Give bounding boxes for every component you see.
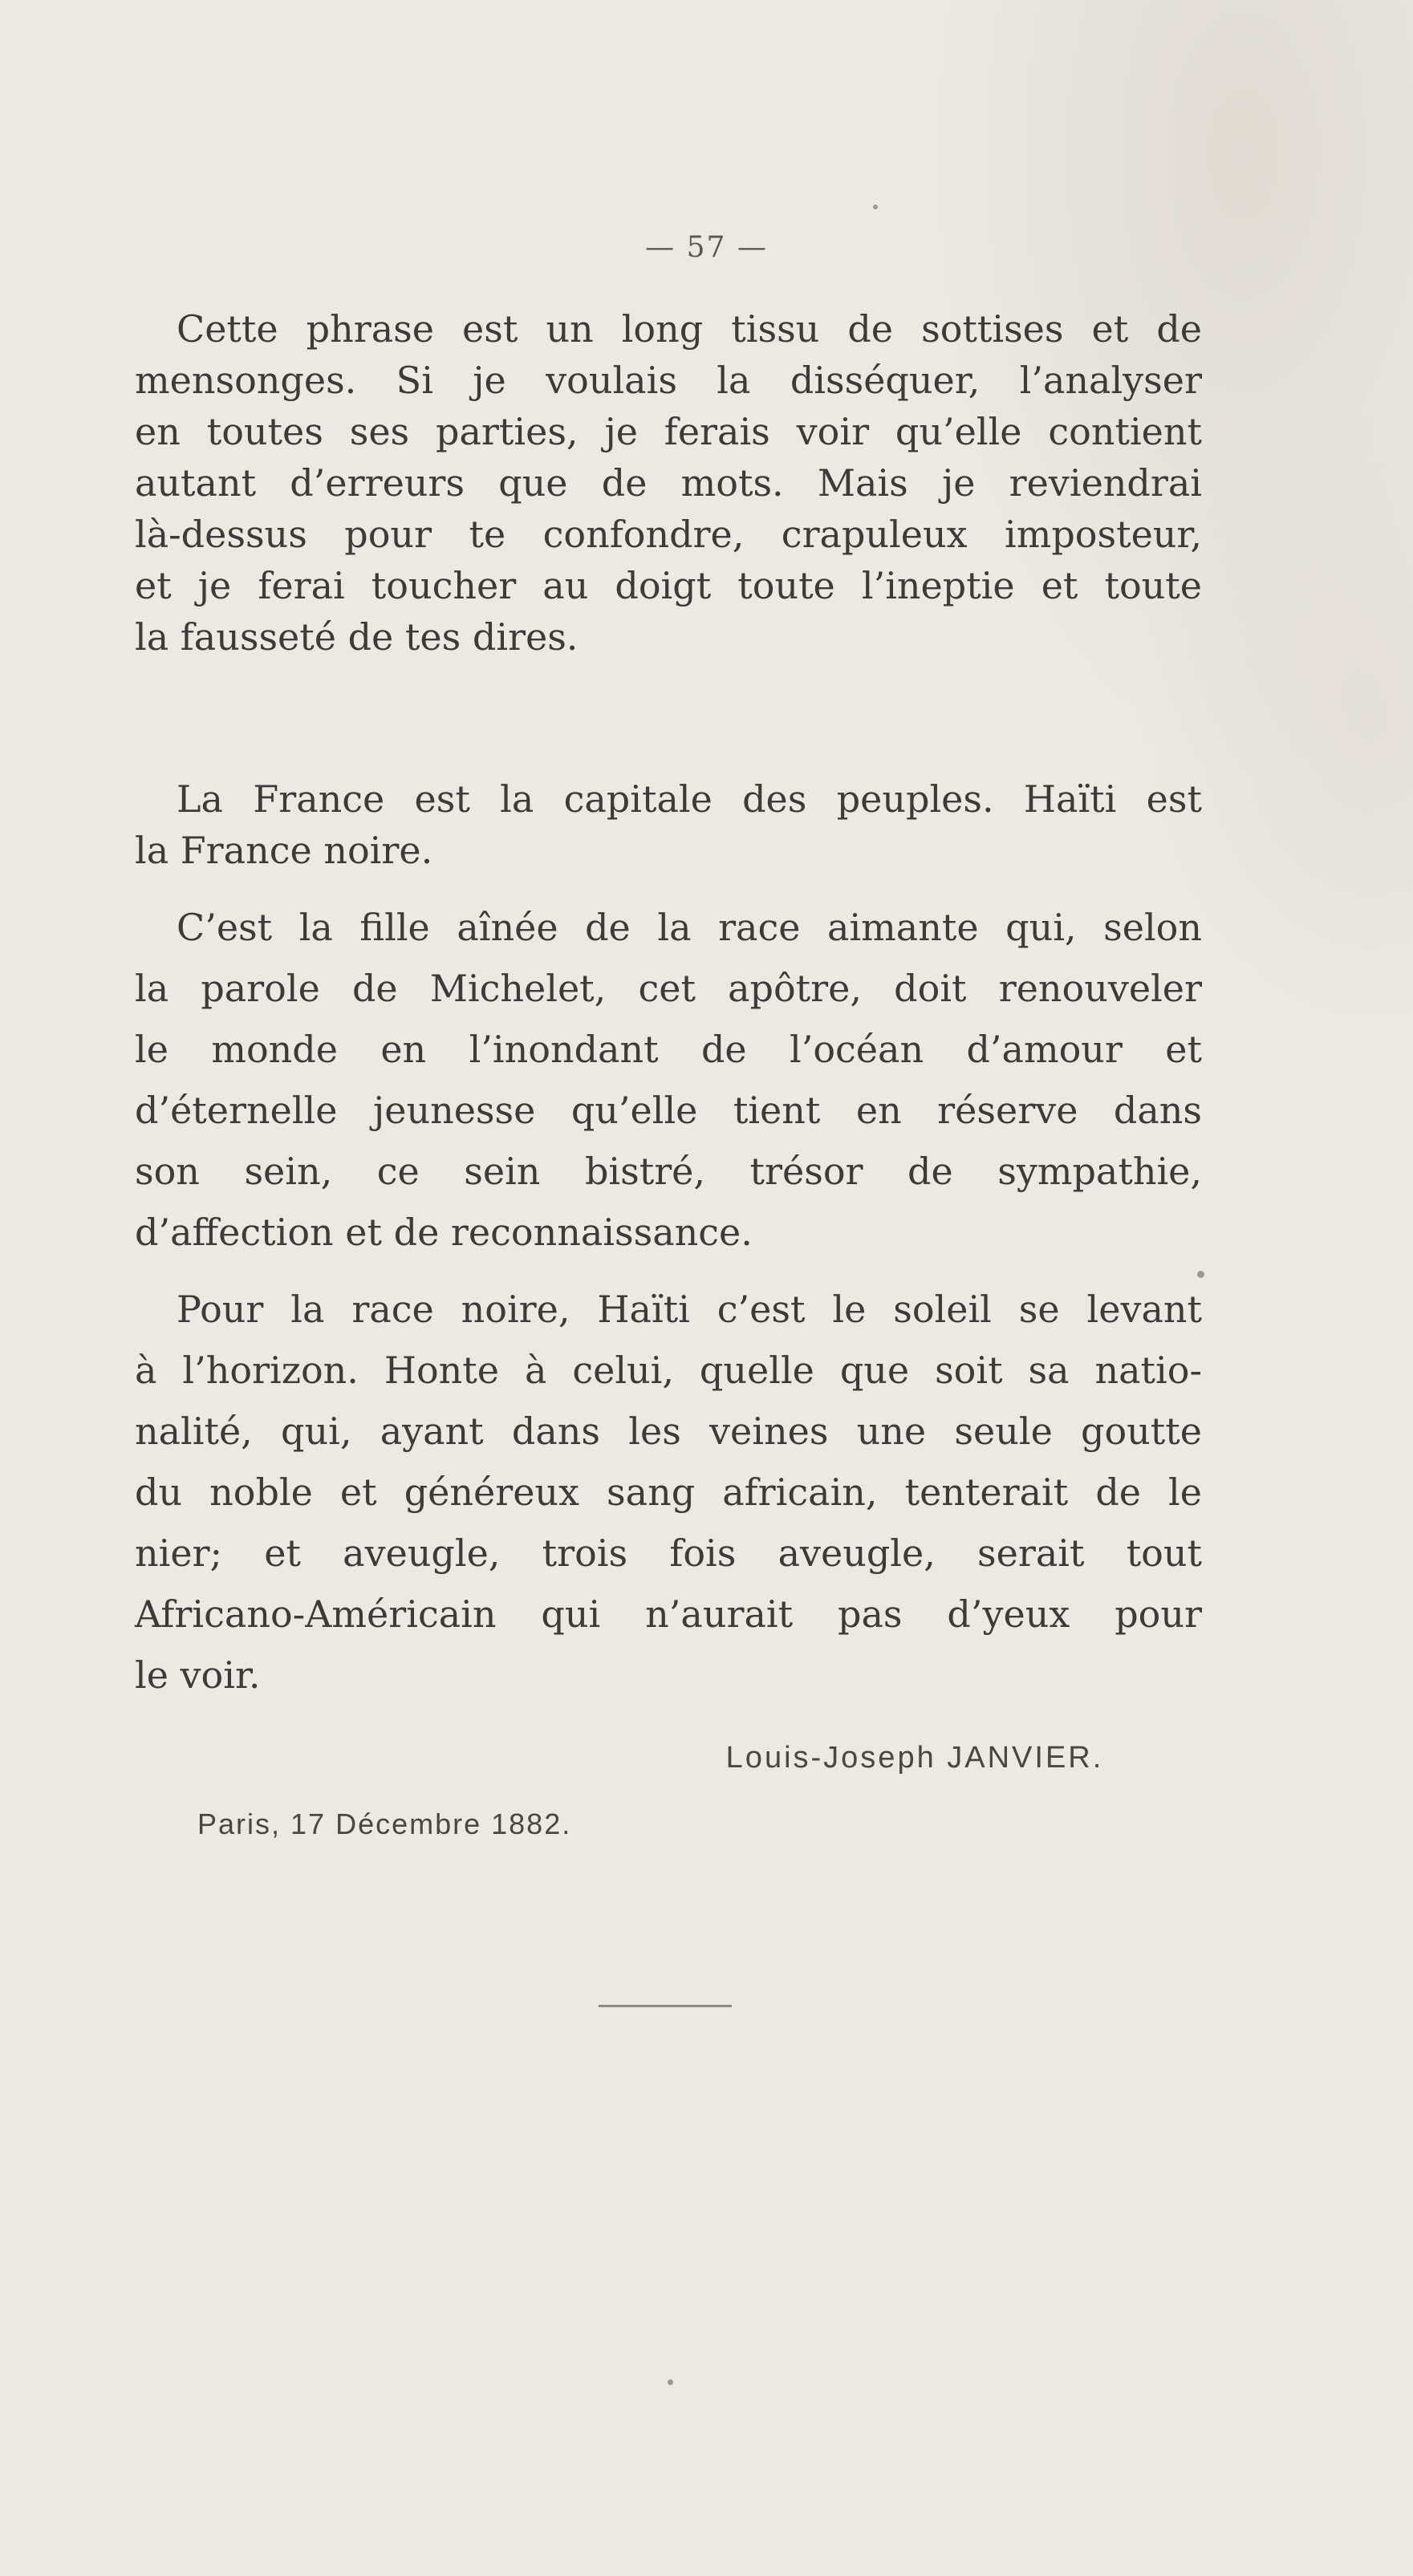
author-signature: Louis-Joseph JANVIER. bbox=[725, 1741, 1104, 1775]
text-line: mensonges. Si je voulais la disséquer, l’analyser bbox=[135, 359, 1202, 402]
text-line: à l’horizon. Honte à celui, quelle que soit sa natio- bbox=[135, 1349, 1202, 1392]
text-line: Cette phrase est un long tissu de sottises et de bbox=[177, 307, 1202, 351]
text-line: d’affection et de reconnaissance. bbox=[135, 1211, 753, 1254]
text-line: le monde en l’inondant de l’océan d’amour et bbox=[135, 1028, 1202, 1071]
text-line: Pour la race noire, Haïti c’est le soleil se levant bbox=[177, 1288, 1202, 1331]
paper-speck bbox=[873, 205, 878, 209]
paper-speck bbox=[668, 2379, 673, 2385]
text-line: Africano-Américain qui n’aurait pas d’yeux pour bbox=[135, 1592, 1202, 1636]
text-line: en toutes ses parties, je ferais voir qu’elle contient bbox=[135, 410, 1202, 453]
closing-rule bbox=[599, 2005, 732, 2007]
text-line: du noble et généreux sang africain, tenterait de le bbox=[135, 1471, 1202, 1514]
text-line: la parole de Michelet, cet apôtre, doit renouveler bbox=[135, 967, 1202, 1010]
text-line: son sein, ce sein bistré, trésor de sympathie, bbox=[135, 1150, 1202, 1193]
text-line: et je ferai toucher au doigt toute l’ineptie et toute bbox=[135, 564, 1202, 607]
paper-speck bbox=[1197, 1271, 1204, 1278]
text-line: le voir. bbox=[135, 1653, 261, 1697]
page-number: — 57 — bbox=[645, 231, 768, 264]
text-line: nier; et aveugle, trois fois aveugle, serait tout bbox=[135, 1531, 1202, 1575]
text-line: la fausseté de tes dires. bbox=[135, 615, 579, 659]
text-line: là-dessus pour te confondre, crapuleux imposteur, bbox=[135, 513, 1202, 556]
text-line: nalité, qui, ayant dans les veines une seule goutte bbox=[135, 1410, 1202, 1453]
dateline: Paris, 17 Décembre 1882. bbox=[197, 1807, 572, 1840]
text-line: La France est la capitale des peuples. Haïti est bbox=[177, 777, 1202, 821]
text-line: la France noire. bbox=[135, 829, 433, 872]
text-line: d’éternelle jeunesse qu’elle tient en réserve dans bbox=[135, 1089, 1202, 1132]
text-line: autant d’erreurs que de mots. Mais je reviendrai bbox=[135, 461, 1202, 505]
text-line: C’est la fille aînée de la race aimante qui, selon bbox=[177, 906, 1202, 949]
